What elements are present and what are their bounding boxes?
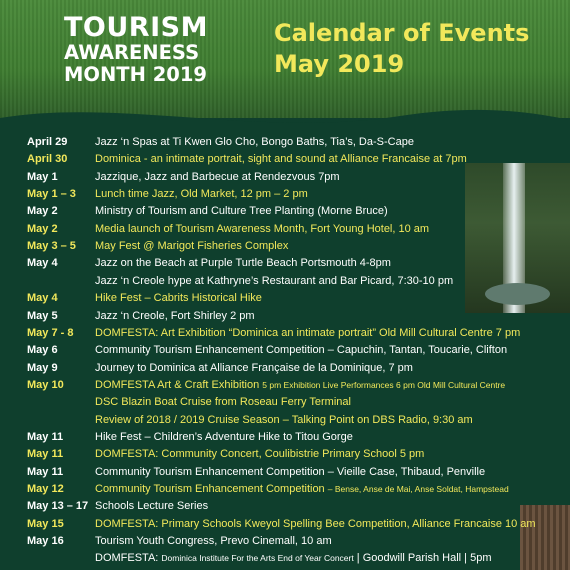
event-row: [0, 499, 570, 517]
event-description: [95, 171, 340, 183]
event-description-text: Community Tourism Enhancement Competition – Vieille Case, Thibaud, Penville: [95, 465, 486, 478]
title-line-2: AWARENESS: [64, 41, 200, 64]
event-row: [0, 274, 570, 292]
title-line-1: TOURISM: [64, 12, 208, 43]
event-description: [95, 500, 208, 512]
event-description: [95, 275, 453, 287]
event-description: [95, 448, 424, 460]
event-row: [0, 430, 570, 448]
event-row: [0, 170, 570, 188]
event-description: [95, 257, 391, 269]
tourism-awareness-title: [64, 14, 208, 84]
event-date: May 5: [27, 309, 58, 322]
event-description-text: Ministry of Tourism and Culture Tree Planting (Morne Bruce): [95, 205, 388, 218]
event-description-text: Hike Fest – Children’s Adventure Hike to Titou Gorge: [95, 430, 353, 443]
event-description-text: Jazz ‘n Spas at Ti Kwen Glo Cho, Bongo Baths, Tia’s, Da-S-Cape: [95, 136, 414, 148]
event-date: May 17: [27, 569, 64, 582]
event-date: May 13 – 17: [27, 500, 89, 513]
event-description-text: Lunch time Jazz, Old Market, 12 pm – 2 pm: [95, 188, 308, 201]
event-row: [0, 569, 570, 587]
event-description-text: Jazz on the Beach at Purple Turtle Beach Portsmouth 4-8pm: [95, 257, 391, 270]
event-row: [0, 447, 570, 465]
event-description: [95, 379, 505, 391]
event-description: [95, 292, 262, 304]
event-description: [95, 205, 388, 217]
event-description-text: Hike Fest – Cabrits Historical Hike: [95, 292, 262, 305]
event-description: [95, 535, 332, 547]
event-date: May 11: [27, 448, 64, 461]
event-description-text: DOMFESTA:: [95, 552, 162, 565]
event-description: [95, 344, 507, 356]
event-description-text: Community Tourism Enhancement Competition – Capuchin, Tantan, Toucarie, Clifton: [95, 344, 508, 357]
event-date: May 3 – 5: [27, 240, 76, 253]
event-row: [0, 413, 570, 431]
event-row: [0, 135, 570, 153]
event-description: [95, 240, 288, 252]
event-description-text: Jazz ‘n Creole hype at Kathryne’s Restaurant and Bar Picard, 7:30-10 pm: [95, 274, 454, 287]
event-description: [95, 188, 308, 200]
event-description-text: Tourism Youth Congress, Prevo Cinemall, 10 am: [95, 535, 332, 548]
event-description: [95, 310, 255, 322]
event-description-text: Journey to Dominica at Alliance Française de la Dominique, 7 pm: [95, 361, 413, 374]
event-description-text: May Fest @ Marigot Fisheries Complex: [95, 240, 289, 253]
event-description: [95, 223, 429, 235]
event-description-text: Community Tourism Enhancement Competition: [95, 483, 328, 495]
event-description-detail: Dominica Institute For the Arts End of Year Concert: [161, 553, 354, 564]
calendar-title: [274, 18, 529, 80]
event-date: May 4: [27, 292, 58, 305]
event-description-venue: | Goodwill Parish Hall | 5pm: [353, 552, 492, 565]
event-row: [0, 534, 570, 552]
title-line-3: MONTH 2019: [64, 62, 207, 86]
event-description-text: DOMFESTA: Primary Schools Kweyol Spelling Bee Competition, Alliance Francaise 10 am: [95, 517, 536, 530]
event-description-text: DOMFESTA Art & Craft Exhibition: [95, 378, 263, 391]
event-description-text: Dominica - an intimate portrait, sight and sound at Alliance Francaise at 7pm: [95, 153, 467, 166]
event-row: [0, 361, 570, 379]
event-row: [0, 517, 570, 535]
event-row: [0, 256, 570, 274]
event-date: May 11: [27, 430, 64, 443]
event-row: [0, 187, 570, 205]
event-description-detail: 5 pm Exhibition Live Performances 6 pm Old Mill Cultural Centre: [262, 379, 506, 390]
event-row: [0, 152, 570, 170]
event-row: [0, 482, 570, 500]
event-row: [0, 378, 570, 396]
event-date: May 15: [27, 517, 64, 530]
event-date: May 16: [27, 535, 64, 548]
event-description: [95, 570, 450, 582]
event-date: May 11: [27, 465, 64, 478]
event-description: [95, 396, 351, 408]
event-date: May 9: [27, 361, 58, 374]
event-description-detail: – Bense, Anse de Mai, Anse Soldat, Hampstead: [327, 484, 509, 494]
event-row: [0, 343, 570, 361]
event-date: May 6: [27, 344, 58, 357]
event-description-text: Jazzique, Jazz and Barbecue at Rendezvous 7pm: [95, 170, 340, 183]
event-date: May 2: [27, 205, 58, 218]
event-description: [95, 552, 491, 564]
event-description-text: Review of 2018 / 2019 Cruise Season – Talking Point on DBS Radio, 9:30 am: [95, 413, 473, 426]
event-description-text: DOMFESTA: Art Exhibition “Dominica an intimate portrait” Old Mill Cultural Centre 7 pm: [95, 326, 521, 339]
event-date: April 30: [27, 153, 68, 166]
event-row: [0, 465, 570, 483]
event-date: May 12: [27, 483, 64, 495]
event-description: [95, 466, 485, 478]
event-row: [0, 239, 570, 257]
event-date: May 7 - 8: [27, 326, 74, 339]
event-description-text: Schools Lecture Series: [95, 500, 209, 513]
event-description-text: Media launch of Tourism Awareness Month, Fort Young Hotel, 10 am: [95, 222, 430, 235]
event-date: May 2: [27, 222, 58, 235]
event-date: April 29: [27, 136, 68, 148]
event-row: [0, 551, 570, 569]
event-description: [95, 362, 413, 374]
event-date: May 4: [27, 257, 58, 270]
event-description: [95, 431, 353, 443]
event-description: [95, 327, 520, 339]
event-description: [95, 414, 473, 426]
event-date: May 10: [27, 378, 64, 391]
event-description-text: DOMFESTA: Community Concert, Coulibistrie Primary School 5 pm: [95, 448, 425, 461]
event-date: May 1: [27, 170, 58, 183]
event-row: [0, 326, 570, 344]
event-description: [95, 483, 509, 495]
wave-divider: [0, 98, 570, 138]
event-row: [0, 395, 570, 413]
event-row: [0, 309, 570, 327]
event-description: [95, 153, 467, 165]
event-description: [95, 136, 414, 148]
calendar-line-1: Calendar of Events: [274, 19, 530, 47]
event-description-text: Community Tourism Development - Talking Point on DBS Radio, 9:30 am: [95, 569, 451, 582]
event-row: [0, 204, 570, 222]
event-description-text: Jazz ‘n Creole, Fort Shirley 2 pm: [95, 309, 255, 322]
event-description-text: DSC Blazin Boat Cruise from Roseau Ferry Terminal: [95, 396, 351, 409]
event-description: [95, 518, 536, 530]
event-row: [0, 222, 570, 240]
event-row: [0, 291, 570, 309]
event-date: May 1 – 3: [27, 188, 76, 201]
calendar-line-2: May 2019: [274, 50, 405, 78]
